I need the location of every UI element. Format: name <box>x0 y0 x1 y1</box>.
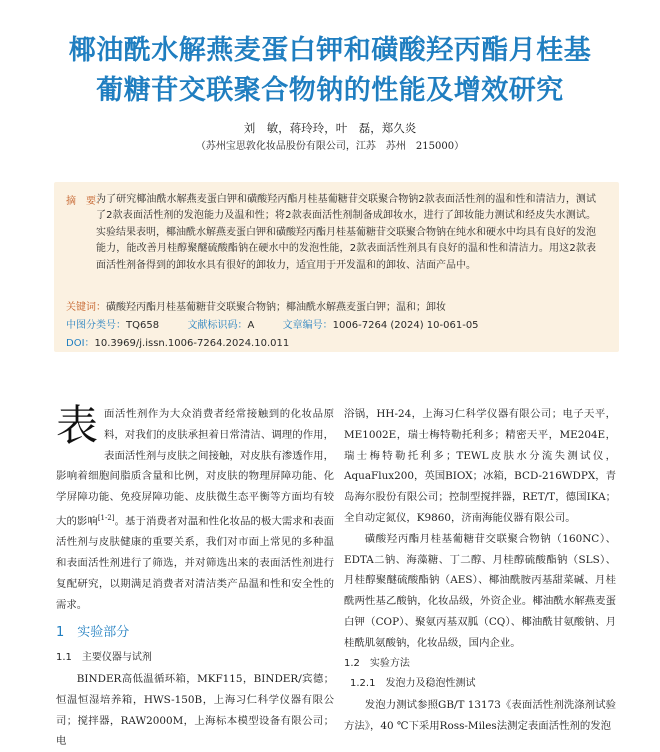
authors: 刘 敏，蒋玲玲，叶 磊，郑久炎 <box>243 121 417 135</box>
article-label: 文章编号： <box>282 320 333 331</box>
abstract-text: 为了研究椰油酰水解燕麦蛋白钾和磺酸羟丙酯月桂基葡糖苷交联聚合物钠2款表面活性剂的温和性和清洁力，测试了2款表面活性剂的发泡能力及温和性；将2款表面活性剂制备成卸妆水，进行了卸妆能力测试和经皮失水测试。实验结果表明，椰油酰水解燕麦蛋白钾和磺酸羟丙酯月桂基葡糖苷交联聚合物钠在纯水和硬水中均具有良好的发泡能力，能改善月桂醇聚醚硫酸酯钠在硬水中的发泡性能，2款表面活性剂具有良好的温和性和清洁力。用这2款表面活性剂备得到的卸妆水具有很好的卸妆力，适宜用于开发温和的卸妆、洁面产品中。 <box>96 194 596 271</box>
abstract-label: 摘 要： <box>66 196 106 207</box>
reagents-paragraph: 磺酸羟丙酯月桂基葡糖苷交联聚合物钠（160NC）、EDTA二钠、海藻糖、丁二醇、月桂醇硫酸酯钠（SLS）、月桂醇聚醚硫酸酯钠（AES）、椰油酰胺丙基甜菜碱、月桂酰两性基乙酸钠，化妆品级，外资企业。椰油酰水解燕麦蛋白钾（COP）、聚氨丙基双胍（CQ）、椰油酰甘氨酸钠、月桂酰肌氨酸钠，化妆品级，国内企业。 <box>344 532 616 649</box>
clc-value: TQ658 <box>126 320 160 331</box>
article-value: 1006-7264 (2024) 10-061-05 <box>332 320 479 331</box>
doi-value: 10.3969/j.issn.1006-7264.2024.10.011 <box>94 338 290 349</box>
affiliation: （苏州宝思敦化妆品股份有限公司，江苏 苏州 215000） <box>195 141 465 152</box>
paper-title-line2: 葡糖苷交联聚合物钠的性能及增效研究 <box>96 75 564 106</box>
body-right-column <box>344 404 616 737</box>
intro-paragraph: 表面活性剂作为大众消费者经常接触到的化妆品原料，对我们的皮肤承担着日常清洁、调理的作用，表面活性剂与皮肤之间接触，对皮肤有渗透作用，影响着细胞间脂质含量和比例，对皮肤的物理屏障功能、化学屏障功能、免疫屏障功能、皮肤微生态平衡等方面均有较大的影响[1-2]。基于消费者对温和性化妆品的极大需求和表面活性剂与皮肤健康的重要关系，我们对市面上常见的多种温和表面活性剂进行了筛选，并对筛选出来的表面活性剂进行复配研究，以期满足消费者对清洁类产品温和性和安全性的需求。 <box>56 401 335 611</box>
keywords-value: 磺酸羟丙酯月桂基葡糖苷交联聚合物钠；椰油酰水解燕麦蛋白钾；温和；卸妆 <box>106 302 446 313</box>
instruments-continued: 浴锅，HH-24，上海习仁科学仪器有限公司；电子天平，ME1002E，瑞士梅特勒托利多；精密天平，ME204E，瑞士梅特勒托利多；TEWL皮肤水分流失测试仪，AquaFlux200，英国BIOX；冰箱，BCD-216WDPX，青岛海尔股份有限公司；控制型搅拌器，RET/T，德国IKA；全自动定氮仪，K9860，济南海能仪器有限公司。 <box>344 408 616 524</box>
citation-ref: [1-2] <box>97 513 115 522</box>
classification-row <box>66 316 479 331</box>
subsubsection-heading-foam: 1.2.1 发泡力及稳泡性测试 <box>350 678 476 690</box>
clc-label: 中图分类号： <box>66 320 126 331</box>
dropcap: 表 <box>56 401 99 450</box>
instruments-paragraph: BINDER高低温循环箱，MKF115，BINDER/宾德；恒温恒湿培养箱，HWS-150B，上海习仁科学仪器有限公司；搅拌器，RAW2000M，上海标本模型设备有限公司；电 <box>56 673 334 748</box>
doi-row <box>66 334 289 349</box>
keywords-label: 关键词： <box>66 302 106 313</box>
body-left-column <box>56 401 335 752</box>
foam-method-paragraph: 发泡力测试参照GB/T 13173《表面活性剂洗涤剂试验方法》，40 ℃下采用Ross-Miles法测定表面活性剂的发泡 <box>344 699 616 732</box>
subsection-heading-methods: 1.2 实验方法 <box>344 657 410 669</box>
keywords-row <box>66 298 446 313</box>
paper-title-line1: 椰油酰水解燕麦蛋白钾和磺酸羟丙酯月桂基 <box>68 35 592 66</box>
doi-label: DOI： <box>66 338 95 349</box>
doccode-value: A <box>247 320 255 331</box>
subsection-heading-instruments: 1.1 主要仪器与试剂 <box>56 652 152 664</box>
doccode-label: 文献标识码： <box>187 320 248 331</box>
section-heading-experimental: 1 实验部分 <box>56 625 130 641</box>
